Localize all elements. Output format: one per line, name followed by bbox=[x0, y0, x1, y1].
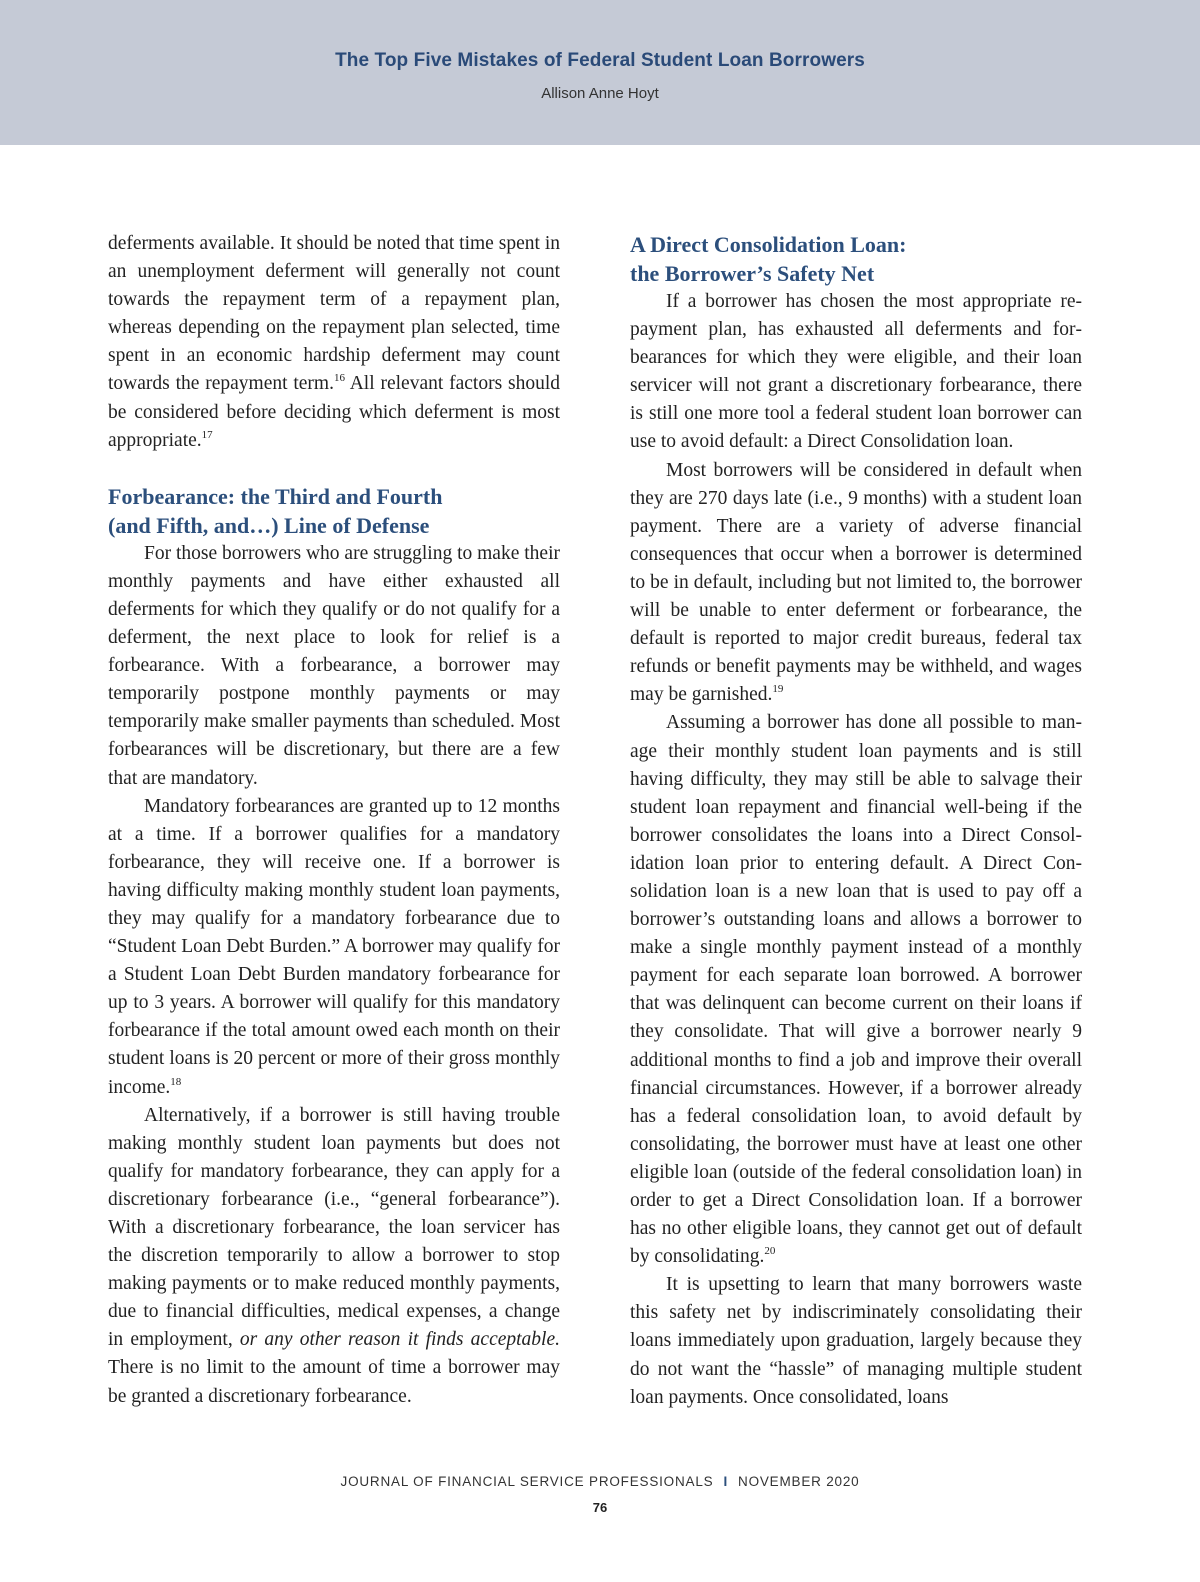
section-heading: Forbearance: the Third and Fourth (and Fifth, and…) Line of Defense bbox=[108, 483, 443, 538]
footer-journal-line bbox=[0, 1474, 1200, 1489]
footnote-ref: 17 bbox=[201, 428, 213, 441]
footnote-ref: 18 bbox=[170, 1075, 182, 1088]
paragraph: If a borrower has chosen the most appropriate repayment plan, has exhausted all deferments and forbearances for which they were eligible, and their loan servicer will not grant a discretionary forbearance, there is still one more tool a federal student loan borrower can use to avoid default: a Direct Consolidation loan. bbox=[630, 291, 1082, 453]
footer-separator: I bbox=[723, 1474, 729, 1489]
issue-date: NOVEMBER 2020 bbox=[738, 1474, 860, 1489]
footnote-ref: 19 bbox=[772, 683, 784, 696]
paragraph: For those borrowers who are struggling to make their monthly payments and have either exhausted all deferments for which they qualify or do not qualify for a deferment, the next place to look for relief is a forbearance. With a forbearance, a borrower may temporarily postpone monthly payments or may temporarily make smaller payments than scheduled. Most forbearances will be discretionary, but there are a few that are mandatory. bbox=[108, 542, 560, 789]
article-title: The Top Five Mistakes of Federal Student Loan Borrowers bbox=[335, 50, 865, 71]
paragraph: Most borrowers will be considered in default when they are 270 days late (i.e., 9 months) with a student loan payment. There are a variety of adverse financial consequences that occur when a borrower is determined to be in default, including but not limited to, the borrower will be unable to enter deferment or forbearance, the default is reported to major credit bureaus, federal tax refunds or benefit payments may be withheld, and wages may be garnished.$^{19}$ bbox=[630, 459, 1082, 706]
footnote-ref: 16 bbox=[333, 372, 345, 385]
footnote-ref: 20 bbox=[764, 1245, 776, 1258]
page-number: 76 bbox=[592, 1500, 608, 1515]
journal-name: JOURNAL OF FINANCIAL SERVICE PROFESSIONALS bbox=[340, 1474, 714, 1489]
paragraph: It is upsetting to learn that many borrowers waste this safety net by indiscriminately consolidating their loans immediately upon graduation, largely because they do not want the “hassle” of managing multiple student loan payments. Once consolidated, loans bbox=[630, 1274, 1082, 1408]
paragraph: deferments available. It should be noted that time spent in an unemployment deferment will generally not count towards the repayment term of a repayment plan, whereas depending on the repayment plan selected, time spent in an economic hardship deferment may count towards the repayment term.$^{16}$ All relevant factors should be considered before deciding which deferment is most appropriate.$^{17}$ bbox=[108, 233, 560, 451]
header-band bbox=[0, 0, 1200, 145]
left-column bbox=[108, 230, 560, 1411]
italic-phrase: or any other reason it finds acceptable. bbox=[239, 1329, 560, 1351]
paragraph: Assuming a borrower has done all possible to manage their monthly student loan payments and is still having difficulty, they may still be able to salvage their student loan repayment and financial well-being if the borrower consolidates the loans into a Direct Consolidation loan prior to entering default. A Direct Consolidation loan is a new loan that is used to pay off a borrower’s outstanding loans and allows a borrower to make a single monthly payment instead of a monthly payment for each separate loan borrowed. A borrower that was delinquent can become current on their loans if they consolidate. That will give a borrower nearly 9 additional months to find a job and improve their overall financial circumstances. However, if a borrower already has a federal consolidation loan, to avoid default by consolidating, the borrower must have at least one other eligible loan (outside of the federal consolidation loan) in order to get a Direct Consolidation loan. If a borrower has no other eligible loans, they cannot get out of default by consolidating.$^{20}$ bbox=[630, 712, 1082, 1268]
section-heading: A Direct Consolidation Loan: the Borrower’s Safety Net bbox=[630, 232, 907, 286]
article-author: Allison Anne Hoyt bbox=[541, 85, 659, 102]
paragraph: Alternatively, if a borrower is still having trouble making monthly student loan payments but does not qualify for mandatory forbearance, they can apply for a discretionary forbearance (i.e., “general forbearance”). With a discretionary forbearance, the loan servicer has the discretion temporarily to allow a borrower to stop making payments or to make reduced monthly payments, due to financial difficulties, medical expenses, a change in employment, or any other reason it finds acceptable. There is no limit to the amount of time a borrower may be granted a discretionary forbearance. bbox=[108, 1104, 560, 1407]
right-column bbox=[630, 230, 1082, 1412]
paragraph: Mandatory forbearances are granted up to 12 months at a time. If a borrower qualifies for a mandatory forbearance, they will receive one. If a borrower is having difficulty making monthly student loan payments, they may qualify for a mandatory forbearance due to “Student Loan Debt Burden.” A borrower may qualify for a Student Loan Debt Burden mandatory forbearance for up to 3 years. A borrower will qualify for this mandatory forbearance if the total amount owed each month on their student loans is 20 percent or more of their gross monthly income.$^{18}$ bbox=[108, 795, 560, 1098]
